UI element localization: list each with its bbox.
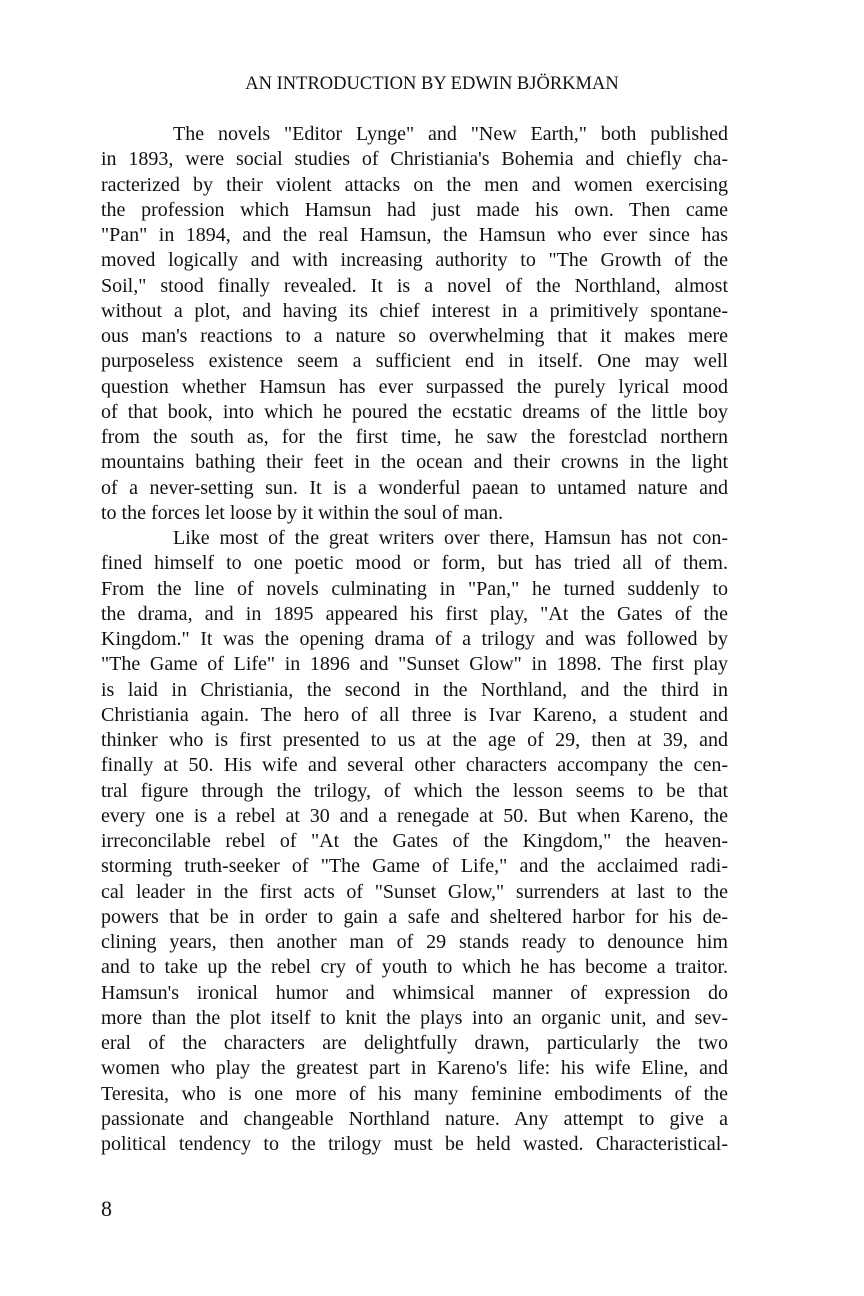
text-line: From the line of novels culminating in "Pan," he turned suddenly to — [101, 577, 728, 600]
text-line: "The Game of Life" in 1896 and "Sunset Glow" in 1898. The first play — [101, 653, 728, 676]
text-line: women who play the greatest part in Kareno's life: his wife Eline, and — [101, 1057, 728, 1080]
text-line: eral of the characters are delightfully drawn, particularly the two — [101, 1032, 728, 1054]
text-line: in 1893, were social studies of Christiania's Bohemia and chiefly cha- — [101, 148, 728, 171]
text-line: irreconcilable rebel of "At the Gates of the Kingdom," the heaven- — [101, 830, 728, 852]
text-line: Kingdom." It was the opening drama of a trilogy and was followed by — [101, 628, 728, 650]
text-line: Hamsun's ironical humor and whimsical manner of expression do — [101, 981, 728, 1004]
text-line: more than the plot itself to knit the plays into an organic unit, and sev- — [101, 1006, 728, 1029]
text-line: of a never-setting sun. It is a wonderful paean to untamed nature and — [101, 476, 728, 499]
text-line: Like most of the great writers over there, Hamsun has not con- — [173, 527, 728, 549]
text-line: storming truth-seeker of "The Game of Life," and the acclaimed radi- — [101, 855, 728, 878]
text-line: fined himself to one poetic mood or form, but has tried all of them. — [101, 552, 728, 575]
text-line: every one is a rebel at 30 and a renegade at 50. But when Kareno, the — [101, 804, 728, 827]
text-line: Soil," stood finally revealed. It is a novel of the Northland, almost — [101, 274, 728, 297]
text-line: cal leader in the first acts of "Sunset Glow," surrenders at last to the — [101, 880, 728, 903]
text-line: Teresita, who is one more of his many feminine embodiments of the — [101, 1082, 728, 1105]
text-line: without a plot, and having its chief interest in a primitively spontane- — [101, 299, 728, 322]
text-line: from the south as, for the first time, he saw the forestclad northern — [101, 426, 728, 448]
text-line: is laid in Christiania, the second in the Northland, and the third in — [101, 678, 728, 701]
body-text — [101, 122, 728, 1157]
text-line: of that book, into which he poured the ecstatic dreams of the little boy — [101, 400, 728, 423]
page-number: 8 — [101, 1196, 112, 1221]
text-line: The novels "Editor Lynge" and "New Earth," both published — [173, 123, 728, 145]
running-head: AN INTRODUCTION BY EDWIN BJÖRKMAN — [245, 74, 619, 94]
text-line: powers that be in order to gain a safe and sheltered harbor for his de- — [101, 905, 728, 928]
text-line: the profession which Hamsun had just made his own. Then came — [101, 198, 728, 221]
text-line: and to take up the rebel cry of youth to which he has become a traitor. — [101, 956, 728, 979]
text-line: finally at 50. His wife and several other characters accompany the cen- — [101, 754, 728, 777]
paragraph-2 — [101, 526, 728, 1157]
text-line: Christiania again. The hero of all three is Ivar Kareno, a student and — [101, 703, 728, 726]
text-line: the drama, and in 1895 appeared his first play, "At the Gates of the — [101, 602, 728, 625]
text-line: moved logically and with increasing authority to "The Growth of the — [101, 249, 728, 272]
text-line: question whether Hamsun has ever surpassed the purely lyrical mood — [101, 375, 728, 398]
paragraph-1 — [101, 122, 728, 526]
text-line: "Pan" in 1894, and the real Hamsun, the Hamsun who ever since has — [101, 224, 728, 246]
text-line: tral figure through the trilogy, of which the lesson seems to be that — [101, 779, 728, 802]
text-line: thinker who is first presented to us at the age of 29, then at 39, and — [101, 729, 728, 751]
text-line: mountains bathing their feet in the ocean and their crowns in the light — [101, 451, 728, 474]
text-line: purposeless existence seem a sufficient end in itself. One may well — [101, 350, 728, 373]
text-line: racterized by their violent attacks on the men and women exercising — [101, 173, 728, 196]
text-line: political tendency to the trilogy must be held wasted. Characteristical- — [101, 1133, 728, 1155]
text-line: passionate and changeable Northland nature. Any attempt to give a — [101, 1107, 728, 1130]
text-line: to the forces let loose by it within the soul of man. — [101, 501, 504, 524]
text-line: clining years, then another man of 29 stands ready to denounce him — [101, 931, 728, 953]
text-line: ous man's reactions to a nature so overwhelming that it makes mere — [101, 325, 728, 347]
